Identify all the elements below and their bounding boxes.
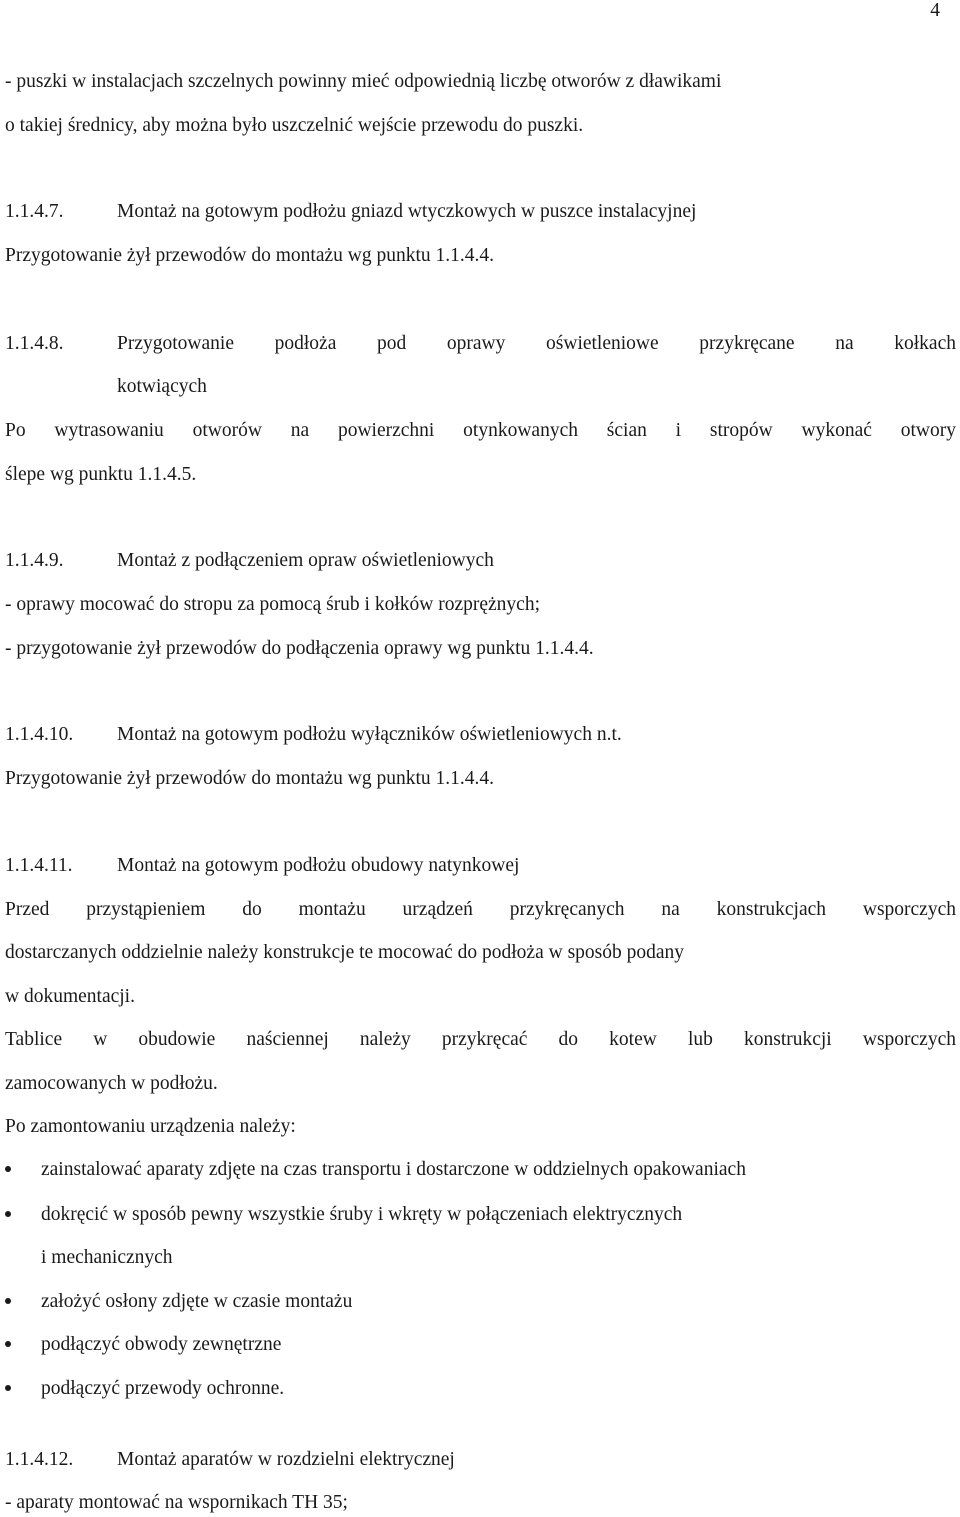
section-heading-1-1-4-10 [5, 723, 622, 747]
section-body-line-1: - oprawy mocować do stropu za pomocą śrub i kołków rozprężnych; [5, 594, 541, 615]
section-title: Montaż z podłączeniem opraw oświetleniowych [117, 550, 494, 571]
section-number: 1.1.4.8. [5, 333, 64, 354]
intro-line-2: o takiej średnicy, aby można było uszczelnić wejście przewodu do puszki. [5, 115, 584, 136]
list-item-continued: i mechanicznych [41, 1247, 173, 1268]
list-item: podłączyć przewody ochronne. [41, 1378, 285, 1399]
section-heading-1-1-4-7 [5, 200, 696, 224]
list-item: podłączyć obwody zewnętrzne [41, 1334, 282, 1355]
section-number: 1.1.4.10. [5, 724, 74, 745]
section-number: 1.1.4.11. [5, 855, 73, 876]
list-item: założyć osłony zdjęte w czasie montażu [41, 1291, 353, 1312]
section-number: 1.1.4.12. [5, 1449, 74, 1470]
paragraph-3: Po zamontowaniu urządzenia należy: [5, 1116, 296, 1137]
paragraph-2-line-1: Tablice w obudowie naściennej należy przykręcać do kotew lub konstrukcji wsporczych [5, 1029, 956, 1050]
section-heading-1-1-4-9 [5, 549, 494, 573]
section-title: Przygotowanie podłoża pod oprawy oświetleniowe przykręcane na kołkach [117, 333, 956, 354]
section-title: Montaż aparatów w rozdzielni elektrycznej [117, 1449, 455, 1470]
section-title: Montaż na gotowym podłożu wyłączników oświetleniowych n.t. [117, 724, 622, 745]
page-number: 4 [930, 0, 940, 21]
section-body-line-2: ślepe wg punktu 1.1.4.5. [5, 464, 197, 485]
paragraph-1-line-3: w dokumentacji. [5, 986, 135, 1007]
bullet-icon [5, 1211, 11, 1217]
bullet-icon [5, 1385, 11, 1391]
section-heading-1-1-4-8 [5, 332, 956, 356]
section-body-line-1: Po wytrasowaniu otworów na powierzchni otynkowanych ścian i stropów wykonać otwory [5, 420, 956, 441]
list-item: zainstalować aparaty zdjęte na czas transportu i dostarczone w oddzielnych opakowaniach [41, 1159, 746, 1180]
section-body-line-1: - aparaty montować na wspornikach TH 35; [5, 1492, 348, 1513]
list-item: dokręcić w sposób pewny wszystkie śruby i wkręty w połączeniach elektrycznych [41, 1204, 683, 1225]
intro-line-1: - puszki w instalacjach szczelnych powinny mieć odpowiednią liczbę otworów z dławikami [5, 71, 722, 92]
paragraph-1-line-2: dostarczanych oddzielnie należy konstrukcje te mocować do podłoża w sposób podany [5, 942, 685, 963]
section-body-line-2: - przygotowanie żył przewodów do podłączenia oprawy wg punktu 1.1.4.4. [5, 638, 594, 659]
bullet-icon [5, 1298, 11, 1304]
paragraph-2-line-2: zamocowanych w podłożu. [5, 1073, 218, 1094]
section-title-continued: kotwiących [117, 376, 207, 397]
bullet-icon [5, 1341, 11, 1347]
section-number: 1.1.4.7. [5, 201, 64, 222]
section-number: 1.1.4.9. [5, 550, 64, 571]
section-body: Przygotowanie żył przewodów do montażu wg punktu 1.1.4.4. [5, 768, 495, 789]
section-heading-1-1-4-11 [5, 854, 519, 878]
section-title: Montaż na gotowym podłożu obudowy natynkowej [117, 855, 520, 876]
paragraph-1-line-1: Przed przystąpieniem do montażu urządzeń przykręcanych na konstrukcjach wsporczych [5, 899, 956, 920]
section-heading-1-1-4-12 [5, 1448, 455, 1472]
section-title: Montaż na gotowym podłożu gniazd wtyczkowych w puszce instalacyjnej [117, 201, 697, 222]
bullet-icon [5, 1166, 11, 1172]
section-body: Przygotowanie żył przewodów do montażu wg punktu 1.1.4.4. [5, 245, 495, 266]
